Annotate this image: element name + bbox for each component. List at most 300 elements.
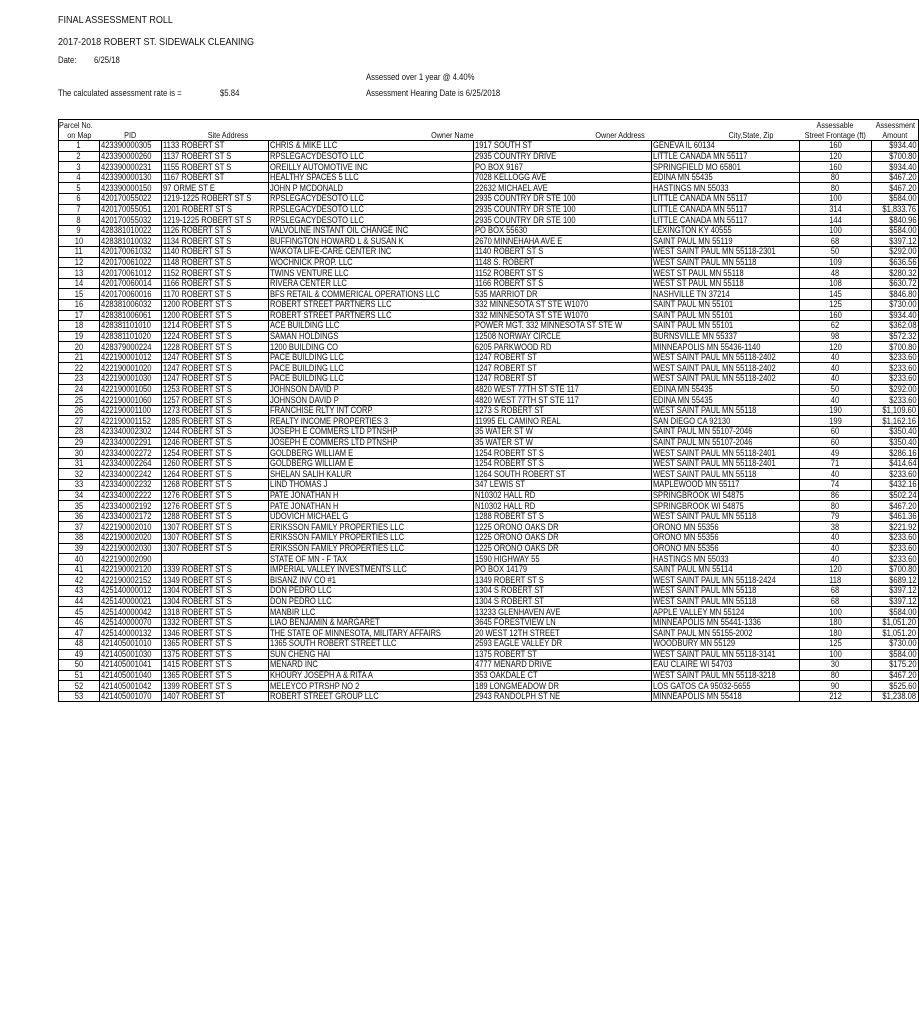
pid-cell: 425140000021 xyxy=(99,596,161,607)
owner-name-cell: RPSLEGACYDESOTO LLC xyxy=(268,204,474,215)
parcel-number-cell: 21 xyxy=(59,352,100,363)
city-state-zip-cell: WEST ST PAUL MN 55118 xyxy=(651,268,799,279)
site-address-cell: 1349 ROBERT ST S xyxy=(161,575,268,586)
site-address-cell: 1152 ROBERT ST S xyxy=(161,268,268,279)
owner-name-cell: ERIKSSON FAMILY PROPERTIES LLC xyxy=(268,532,474,543)
site-address-cell: 1219-1225 ROBERT ST S xyxy=(161,215,268,226)
city-state-zip-cell: WEST SAINT PAUL MN 55118-2401 xyxy=(651,448,799,459)
frontage-cell: 80 xyxy=(799,183,872,194)
parcel-number-cell: 9 xyxy=(59,225,100,236)
city-state-zip-cell: LITTLE CANADA MN 55117 xyxy=(651,215,799,226)
table-row xyxy=(59,511,919,522)
owner-address-cell: 35 WATER ST W xyxy=(474,437,651,448)
parcel-number-cell: 19 xyxy=(59,331,100,342)
city-state-zip-cell: WEST SAINT PAUL MN 55118 xyxy=(651,511,799,522)
frontage-cell: 190 xyxy=(799,405,872,416)
frontage-cell: 79 xyxy=(799,511,872,522)
pid-cell: 420170060016 xyxy=(99,289,161,300)
owner-address-cell: 1349 ROBERT ST S xyxy=(474,575,651,586)
frontage-cell: 74 xyxy=(799,480,872,491)
frontage-cell: 80 xyxy=(799,172,872,183)
amount-cell: $467.20 xyxy=(872,172,919,183)
frontage-cell: 108 xyxy=(799,278,872,289)
owner-name-cell: SHELAN SALIH KALUR xyxy=(268,469,474,480)
owner-name-cell: RIVERA CENTER LLC xyxy=(268,278,474,289)
amount-cell: $689.12 xyxy=(872,575,919,586)
owner-address-cell: 1247 ROBERT ST xyxy=(474,352,651,363)
city-state-zip-cell: WEST SAINT PAUL MN 55118 xyxy=(651,405,799,416)
table-row xyxy=(59,437,919,448)
city-state-zip-cell: EDINA MN 55435 xyxy=(651,384,799,395)
parcel-number-cell: 10 xyxy=(59,236,100,247)
amount-cell: $233.60 xyxy=(872,395,919,406)
parcel-number-cell: 2 xyxy=(59,151,100,162)
site-address-cell: 1247 ROBERT ST S xyxy=(161,374,268,385)
table-row xyxy=(59,585,919,596)
table-row xyxy=(59,691,919,702)
pid-cell: 425140000042 xyxy=(99,607,161,618)
parcel-number-cell: 32 xyxy=(59,469,100,480)
assessment-table xyxy=(58,119,919,702)
owner-address-cell: POWER MGT. 332 MINNESOTA ST STE W xyxy=(474,321,651,332)
pid-cell: 421405001041 xyxy=(99,660,161,671)
parcel-number-cell: 11 xyxy=(59,246,100,257)
table-row xyxy=(59,204,919,215)
amount-cell: $840.96 xyxy=(872,215,919,226)
parcel-number-cell: 52 xyxy=(59,681,100,692)
amount-cell: $233.60 xyxy=(872,543,919,554)
table-row xyxy=(59,172,919,183)
owner-address-cell: 1225 ORONO OAKS DR xyxy=(474,543,651,554)
parcel-number-cell: 29 xyxy=(59,437,100,448)
table-row xyxy=(59,183,919,194)
amount-cell: $233.60 xyxy=(872,532,919,543)
site-address-cell: 1219-1225 ROBERT ST S xyxy=(161,193,268,204)
site-address-cell: 1332 ROBERT ST S xyxy=(161,617,268,628)
frontage-cell: 100 xyxy=(799,607,872,618)
city-state-zip-cell: MINNEAPOLIS MN 55436-1140 xyxy=(651,342,799,353)
owner-name-cell: PATE JONATHAN H xyxy=(268,490,474,501)
pid-cell: 428381010032 xyxy=(99,236,161,247)
city-state-zip-cell: LEXINGTON KY 40555 xyxy=(651,225,799,236)
table-row xyxy=(59,310,919,321)
parcel-number-cell: 16 xyxy=(59,299,100,310)
owner-name-cell: MANBIR LLC xyxy=(268,607,474,618)
frontage-cell: 212 xyxy=(799,691,872,702)
frontage-cell: 60 xyxy=(799,437,872,448)
frontage-cell: 100 xyxy=(799,225,872,236)
pid-cell: 423340002192 xyxy=(99,501,161,512)
site-address-cell: 1214 ROBERT ST S xyxy=(161,321,268,332)
table-row xyxy=(59,458,919,469)
frontage-cell: 68 xyxy=(799,596,872,607)
document-subtitle: 2017-2018 ROBERT ST. SIDEWALK CLEANING xyxy=(58,36,255,48)
owner-name-cell: PACE BUILDING LLC xyxy=(268,374,474,385)
owner-address-cell: N10302 HALL RD xyxy=(474,501,651,512)
frontage-cell: 40 xyxy=(799,352,872,363)
owner-address-cell: 1225 ORONO OAKS DR xyxy=(474,522,651,533)
owner-address-cell: 4820 WEST 77TH ST STE 117 xyxy=(474,384,651,395)
site-address-cell: 1201 ROBERT ST S xyxy=(161,204,268,215)
site-address-cell: 1246 ROBERT ST S xyxy=(161,437,268,448)
table-row xyxy=(59,554,919,565)
amount-cell: $233.60 xyxy=(872,469,919,480)
frontage-cell: 80 xyxy=(799,670,872,681)
owner-name-cell: CHRIS & MIKE LLC xyxy=(268,141,474,152)
owner-name-cell: FRANCHISE RLTY INT CORP xyxy=(268,405,474,416)
amount-cell: $233.60 xyxy=(872,363,919,374)
frontage-cell: 40 xyxy=(799,374,872,385)
site-address-cell: 1200 ROBERT ST S xyxy=(161,310,268,321)
table-row xyxy=(59,162,919,173)
table-row xyxy=(59,384,919,395)
amount-cell: $233.60 xyxy=(872,374,919,385)
amount-cell: $636.56 xyxy=(872,257,919,268)
city-state-zip-cell: ORONO MN 55356 xyxy=(651,532,799,543)
city-state-zip-cell: MAPLEWOOD MN 55117 xyxy=(651,480,799,491)
owner-address-cell: 4777 MENARD DRIVE xyxy=(474,660,651,671)
frontage-cell: 40 xyxy=(799,543,872,554)
owner-address-cell: 2935 COUNTRY DR STE 100 xyxy=(474,215,651,226)
frontage-cell: 49 xyxy=(799,448,872,459)
site-address-cell: 1247 ROBERT ST S xyxy=(161,352,268,363)
amount-cell: $525.60 xyxy=(872,681,919,692)
parcel-number-cell: 8 xyxy=(59,215,100,226)
owner-name-cell: OREILLY AUTOMOTIVE INC xyxy=(268,162,474,173)
date-label: Date: xyxy=(58,55,77,65)
amount-cell: $397.12 xyxy=(872,596,919,607)
parcel-number-cell: 47 xyxy=(59,628,100,639)
table-row xyxy=(59,575,919,586)
table-row xyxy=(59,268,919,279)
owner-address-cell: 1304 S ROBERT ST xyxy=(474,585,651,596)
amount-cell: $846.80 xyxy=(872,289,919,300)
owner-name-cell: DON PEDRO LLC xyxy=(268,585,474,596)
amount-cell: $934.40 xyxy=(872,162,919,173)
frontage-cell: 80 xyxy=(799,501,872,512)
amount-cell: $1,109.60 xyxy=(872,405,919,416)
owner-name-cell: PACE BUILDING LLC xyxy=(268,352,474,363)
site-address-cell: 97 ORME ST E xyxy=(161,183,268,194)
city-state-zip-cell: LITTLE CANADA MN 55117 xyxy=(651,193,799,204)
frontage-cell: 160 xyxy=(799,141,872,152)
amount-cell: $934.40 xyxy=(872,141,919,152)
city-state-zip-cell: SPRINGBROOK WI 54875 xyxy=(651,490,799,501)
site-address-cell: 1276 ROBERT ST S xyxy=(161,501,268,512)
parcel-number-cell: 22 xyxy=(59,363,100,374)
amount-cell: $584.00 xyxy=(872,607,919,618)
parcel-number-cell: 36 xyxy=(59,511,100,522)
parcel-number-cell: 24 xyxy=(59,384,100,395)
site-address-cell: 1304 ROBERT ST S xyxy=(161,596,268,607)
owner-name-cell: ROBERT STREET PARTNERS LLC xyxy=(268,299,474,310)
rate-label: The calculated assessment rate is = xyxy=(58,88,182,98)
table-row xyxy=(59,299,919,310)
amount-cell: $292.00 xyxy=(872,246,919,257)
city-state-zip-cell: EDINA MN 55435 xyxy=(651,395,799,406)
table-row xyxy=(59,246,919,257)
parcel-number-cell: 45 xyxy=(59,607,100,618)
owner-name-cell: GOLDBERG WILLIAM E xyxy=(268,458,474,469)
city-state-zip-cell: WOODBURY MN 55129 xyxy=(651,638,799,649)
pid-cell: 423340002291 xyxy=(99,437,161,448)
pid-cell: 422190001060 xyxy=(99,395,161,406)
header-owner: Owner Name xyxy=(268,130,474,141)
pid-cell: 420170055051 xyxy=(99,204,161,215)
pid-cell: 422190002090 xyxy=(99,554,161,565)
owner-address-cell: 1247 ROBERT ST xyxy=(474,363,651,374)
amount-cell: $233.60 xyxy=(872,352,919,363)
site-address-cell: 1365 ROBERT ST S xyxy=(161,670,268,681)
site-address-cell: 1260 ROBERT ST S xyxy=(161,458,268,469)
frontage-cell: 160 xyxy=(799,162,872,173)
header-frontage-ft: Street Frontage (ft) xyxy=(799,130,872,141)
pid-cell: 422190002020 xyxy=(99,532,161,543)
frontage-cell: 38 xyxy=(799,522,872,533)
owner-address-cell: 332 MINNESOTA ST STE W1070 xyxy=(474,299,651,310)
city-state-zip-cell: WEST SAINT PAUL MN 55118-2402 xyxy=(651,352,799,363)
owner-name-cell: RPSLEGACYDESOTO LLC xyxy=(268,215,474,226)
table-row xyxy=(59,501,919,512)
parcel-number-cell: 25 xyxy=(59,395,100,406)
pid-cell: 422190001020 xyxy=(99,363,161,374)
table-row xyxy=(59,670,919,681)
header-owner-address: Owner Address xyxy=(474,130,651,141)
table-row xyxy=(59,469,919,480)
amount-cell: $584.00 xyxy=(872,649,919,660)
city-state-zip-cell: WEST SAINT PAUL MN 55118-2301 xyxy=(651,246,799,257)
pid-cell: 425140000132 xyxy=(99,628,161,639)
owner-name-cell: ACE BUILDING LLC xyxy=(268,321,474,332)
city-state-zip-cell: WEST ST PAUL MN 55118 xyxy=(651,278,799,289)
amount-cell: $221.92 xyxy=(872,522,919,533)
owner-address-cell: 20 WEST 12TH STREET xyxy=(474,628,651,639)
frontage-cell: 40 xyxy=(799,554,872,565)
pid-cell: 428381006061 xyxy=(99,310,161,321)
parcel-number-cell: 7 xyxy=(59,204,100,215)
header-amount: Assessment xyxy=(872,120,919,131)
parcel-number-cell: 17 xyxy=(59,310,100,321)
owner-address-cell: 1166 ROBERT ST S xyxy=(474,278,651,289)
amount-cell: $397.12 xyxy=(872,585,919,596)
owner-address-cell: 332 MINNESOTA ST STE W1070 xyxy=(474,310,651,321)
amount-cell: $700.80 xyxy=(872,342,919,353)
pid-cell: 421405001030 xyxy=(99,649,161,660)
frontage-cell: 40 xyxy=(799,469,872,480)
city-state-zip-cell: HASTINGS MN 55033 xyxy=(651,554,799,565)
amount-cell: $461.36 xyxy=(872,511,919,522)
table-row xyxy=(59,363,919,374)
owner-name-cell: LIAO BENJAMIN & MARGARET xyxy=(268,617,474,628)
amount-cell: $467.20 xyxy=(872,501,919,512)
city-state-zip-cell: SAINT PAUL MN 55119 xyxy=(651,236,799,247)
city-state-zip-cell: MINNEAPOLIS MN 55441-1336 xyxy=(651,617,799,628)
parcel-number-cell: 23 xyxy=(59,374,100,385)
table-row xyxy=(59,596,919,607)
amount-cell: $350.40 xyxy=(872,427,919,438)
owner-name-cell: ERIKSSON FAMILY PROPERTIES LLC xyxy=(268,543,474,554)
site-address-cell: 1307 ROBERT ST S xyxy=(161,522,268,533)
parcel-number-cell: 42 xyxy=(59,575,100,586)
frontage-cell: 314 xyxy=(799,204,872,215)
city-state-zip-cell: SAINT PAUL MN 55155-2002 xyxy=(651,628,799,639)
owner-address-cell: 1140 ROBERT ST S xyxy=(474,246,651,257)
city-state-zip-cell: WEST SAINT PAUL MN 55118 xyxy=(651,585,799,596)
site-address-cell: 1304 ROBERT ST S xyxy=(161,585,268,596)
table-row xyxy=(59,215,919,226)
site-address-cell: 1224 ROBERT ST S xyxy=(161,331,268,342)
site-address-cell: 1170 ROBERT ST S xyxy=(161,289,268,300)
amount-cell: $1,238.08 xyxy=(872,691,919,702)
owner-address-cell: PO BOX 55630 xyxy=(474,225,651,236)
parcel-number-cell: 50 xyxy=(59,660,100,671)
site-address-cell: 1244 ROBERT ST S xyxy=(161,427,268,438)
owner-address-cell: 1148 S. ROBERT xyxy=(474,257,651,268)
site-address-cell: 1339 ROBERT ST S xyxy=(161,564,268,575)
owner-address-cell: 35 WATER ST W xyxy=(474,427,651,438)
city-state-zip-cell: WEST SAINT PAUL MN 55118-2424 xyxy=(651,575,799,586)
site-address-cell: 1415 ROBERT ST S xyxy=(161,660,268,671)
owner-name-cell: JOHN P MCDONALD xyxy=(268,183,474,194)
frontage-cell: 125 xyxy=(799,638,872,649)
frontage-cell: 180 xyxy=(799,617,872,628)
site-address-cell: 1318 ROBERT ST S xyxy=(161,607,268,618)
pid-cell: 422190001100 xyxy=(99,405,161,416)
pid-cell: 422190001030 xyxy=(99,374,161,385)
frontage-cell: 40 xyxy=(799,395,872,406)
owner-name-cell: BUFFINGTON HOWARD L & SUSAN K xyxy=(268,236,474,247)
owner-address-cell: N10302 HALL RD xyxy=(474,490,651,501)
amount-cell: $502.24 xyxy=(872,490,919,501)
owner-address-cell: 1152 ROBERT ST S xyxy=(474,268,651,279)
parcel-number-cell: 20 xyxy=(59,342,100,353)
owner-address-cell: 1247 ROBERT ST xyxy=(474,374,651,385)
owner-address-cell: 1304 S ROBERT ST xyxy=(474,596,651,607)
frontage-cell: 160 xyxy=(799,310,872,321)
parcel-number-cell: 51 xyxy=(59,670,100,681)
city-state-zip-cell: WEST SAINT PAUL MN 55118 xyxy=(651,596,799,607)
frontage-cell: 71 xyxy=(799,458,872,469)
table-row xyxy=(59,257,919,268)
city-state-zip-cell: HASTINGS MN 55033 xyxy=(651,183,799,194)
owner-name-cell: PATE JONATHAN H xyxy=(268,501,474,512)
parcel-number-cell: 4 xyxy=(59,172,100,183)
frontage-cell: 30 xyxy=(799,660,872,671)
table-row xyxy=(59,638,919,649)
city-state-zip-cell: GENEVA IL 60134 xyxy=(651,141,799,152)
site-address-cell: 1126 ROBERT ST S xyxy=(161,225,268,236)
parcel-number-cell: 5 xyxy=(59,183,100,194)
owner-address-cell: 4820 WEST 77TH ST STE 117 xyxy=(474,395,651,406)
table-row xyxy=(59,141,919,152)
parcel-number-cell: 1 xyxy=(59,141,100,152)
city-state-zip-cell: SPRINGFIELD MO 65801 xyxy=(651,162,799,173)
table-row xyxy=(59,649,919,660)
amount-cell: $286.16 xyxy=(872,448,919,459)
owner-name-cell: JOHNSON DAVID P xyxy=(268,395,474,406)
table-row xyxy=(59,628,919,639)
owner-address-cell: 13233 GLENHAVEN AVE xyxy=(474,607,651,618)
frontage-cell: 98 xyxy=(799,331,872,342)
frontage-cell: 50 xyxy=(799,246,872,257)
amount-cell: $280.32 xyxy=(872,268,919,279)
table-row xyxy=(59,490,919,501)
parcel-number-cell: 48 xyxy=(59,638,100,649)
site-address-cell: 1134 ROBERT ST S xyxy=(161,236,268,247)
owner-address-cell: 11995 EL CAMINO REAL xyxy=(474,416,651,427)
pid-cell: 423390000260 xyxy=(99,151,161,162)
site-address-cell: 1133 ROBERT ST xyxy=(161,141,268,152)
frontage-cell: 48 xyxy=(799,268,872,279)
parcel-number-cell: 49 xyxy=(59,649,100,660)
table-row xyxy=(59,331,919,342)
owner-address-cell: 2593 EAGLE VALLEY DR xyxy=(474,638,651,649)
table-row xyxy=(59,564,919,575)
frontage-cell: 90 xyxy=(799,681,872,692)
city-state-zip-cell: WEST SAINT PAUL MN 55118-2401 xyxy=(651,458,799,469)
owner-name-cell: LIND THOMAS J xyxy=(268,480,474,491)
owner-name-cell: KHOURY JOSEPH A & RITA A xyxy=(268,670,474,681)
amount-cell: $584.00 xyxy=(872,193,919,204)
table-row xyxy=(59,617,919,628)
pid-cell: 423340002222 xyxy=(99,490,161,501)
pid-cell: 423340002242 xyxy=(99,469,161,480)
amount-cell: $630.72 xyxy=(872,278,919,289)
city-state-zip-cell: ORONO MN 55356 xyxy=(651,522,799,533)
parcel-number-cell: 46 xyxy=(59,617,100,628)
parcel-number-cell: 13 xyxy=(59,268,100,279)
owner-address-cell: 1225 ORONO OAKS DR xyxy=(474,532,651,543)
city-state-zip-cell: WEST SAINT PAUL MN 55118-2402 xyxy=(651,363,799,374)
table-row xyxy=(59,532,919,543)
amount-cell: $467.20 xyxy=(872,670,919,681)
pid-cell: 420170061022 xyxy=(99,257,161,268)
owner-name-cell: WOCHNICK PROP. LLC xyxy=(268,257,474,268)
owner-address-cell: 2935 COUNTRY DR STE 100 xyxy=(474,204,651,215)
site-address-cell: 1228 ROBERT ST S xyxy=(161,342,268,353)
city-state-zip-cell: SAN DIEGO CA 92130 xyxy=(651,416,799,427)
owner-name-cell: VALVOLINE INSTANT OIL CHANGE INC xyxy=(268,225,474,236)
owner-address-cell: 2670 MINNEHAHA AVE E xyxy=(474,236,651,247)
frontage-cell: 125 xyxy=(799,299,872,310)
owner-address-cell: PO BOX 9167 xyxy=(474,162,651,173)
site-address-cell: 1140 ROBERT ST S xyxy=(161,246,268,257)
owner-name-cell: STATE OF MN - F TAX xyxy=(268,554,474,565)
city-state-zip-cell: WEST SAINT PAUL MN 55118-3141 xyxy=(651,649,799,660)
city-state-zip-cell: SAINT PAUL MN 55107-2046 xyxy=(651,427,799,438)
parcel-number-cell: 12 xyxy=(59,257,100,268)
pid-cell: 421405001042 xyxy=(99,681,161,692)
city-state-zip-cell: SAINT PAUL MN 55101 xyxy=(651,321,799,332)
amount-cell: $350.40 xyxy=(872,437,919,448)
owner-address-cell: 347 LEWIS ST xyxy=(474,480,651,491)
owner-address-cell: 12508 NORWAY CIRCLE xyxy=(474,331,651,342)
city-state-zip-cell: ORONO MN 55356 xyxy=(651,543,799,554)
owner-address-cell: 1288 ROBERT ST S xyxy=(474,511,651,522)
frontage-cell: 100 xyxy=(799,649,872,660)
owner-address-cell: 2935 COUNTRY DR STE 100 xyxy=(474,193,651,204)
table-row xyxy=(59,236,919,247)
owner-address-cell: 1917 SOUTH ST xyxy=(474,141,651,152)
pid-cell: 423340002264 xyxy=(99,458,161,469)
owner-name-cell: JOHNSON DAVID P xyxy=(268,384,474,395)
site-address-cell: 1257 ROBERT ST S xyxy=(161,395,268,406)
header-amount-label: Amount xyxy=(872,130,919,141)
owner-address-cell: 22632 MICHAEL AVE xyxy=(474,183,651,194)
owner-name-cell: RPSLEGACYDESOTO LLC xyxy=(268,193,474,204)
pid-cell: 422190002120 xyxy=(99,564,161,575)
table-row xyxy=(59,342,919,353)
